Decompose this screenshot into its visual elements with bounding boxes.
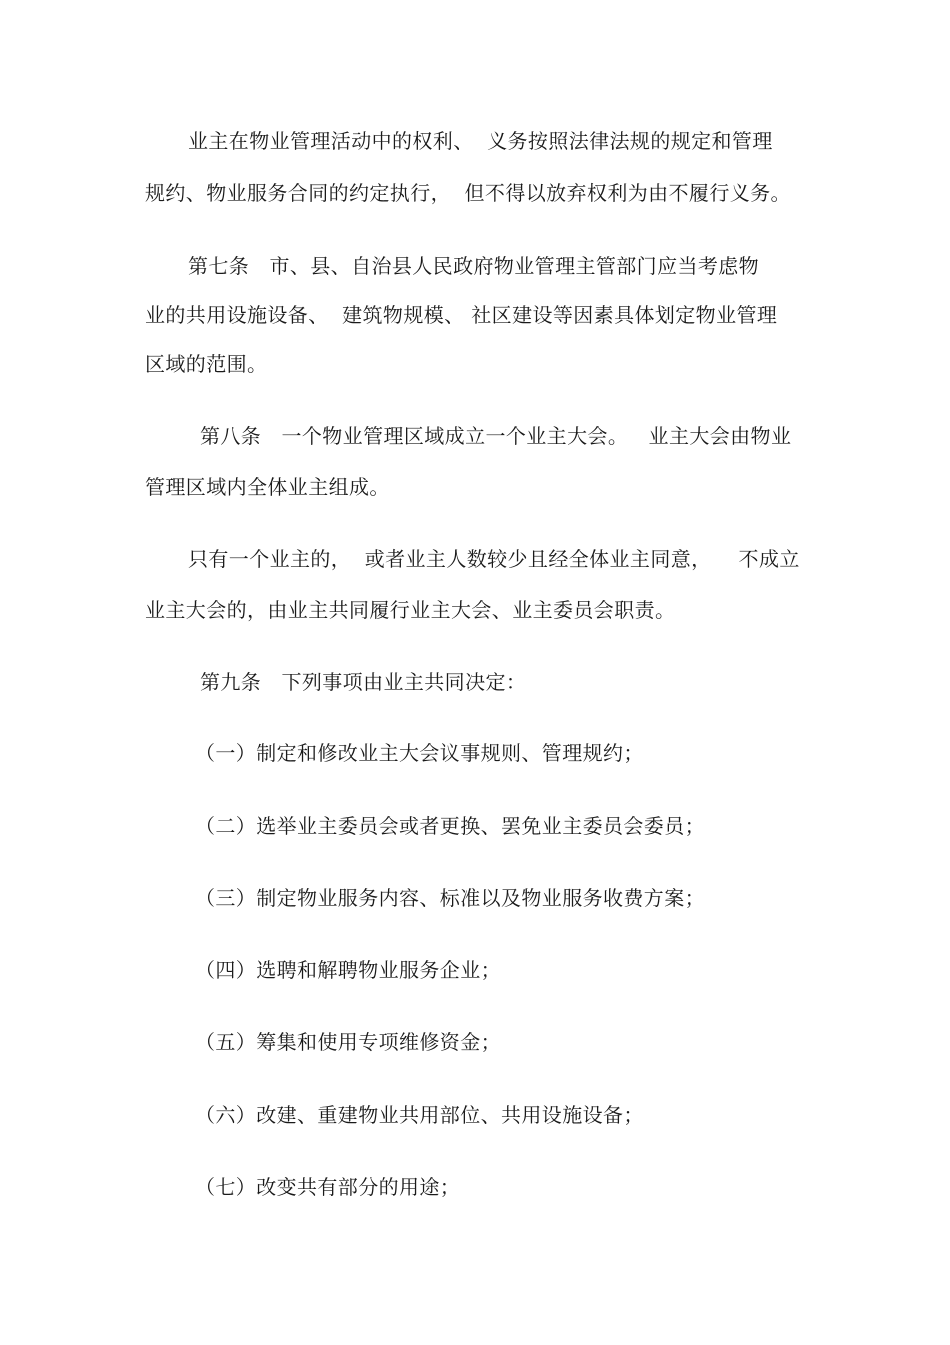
article-7-line-1: 第七条 市、县、自治县人民政府物业管理主管部门应当考虑物: [188, 254, 760, 278]
list-item-3: （三）制定物业服务内容、标准以及物业服务收费方案；: [195, 886, 705, 910]
article-9-line-1: 第九条 下列事项由业主共同决定：: [200, 670, 527, 694]
list-item-1: （一）制定和修改业主大会议事规则、管理规约；: [195, 741, 644, 765]
paragraph-4-line-1: 只有一个业主的， 或者业主人数较少且经全体业主同意， 不成立: [188, 547, 800, 571]
article-8-line-2: 管理区域内全体业主组成。: [145, 475, 390, 499]
list-item-2: （二）选举业主委员会或者更换、罢免业主委员会委员；: [195, 814, 705, 838]
paragraph-4-line-2: 业主大会的，由业主共同履行业主大会、业主委员会职责。: [145, 598, 676, 622]
list-item-5: （五）筹集和使用专项维修资金；: [195, 1030, 501, 1054]
list-item-4: （四）选聘和解聘物业服务企业；: [195, 958, 501, 982]
paragraph-1-line-1: 业主在物业管理活动中的权利、 义务按照法律法规的规定和管理: [188, 129, 773, 153]
article-7-line-3: 区域的范围。: [145, 352, 268, 376]
list-item-7: （七）改变共有部分的用途；: [195, 1175, 461, 1199]
article-8-line-1: 第八条 一个物业管理区域成立一个业主大会。 业主大会由物业: [200, 424, 792, 448]
article-7-line-2: 业的共用设施设备、 建筑物规模、 社区建设等因素具体划定物业管理: [145, 303, 778, 327]
list-item-6: （六）改建、重建物业共用部位、共用设施设备；: [195, 1103, 644, 1127]
paragraph-1-line-2: 规约、物业服务合同的约定执行， 但不得以放弃权利为由不履行义务。: [145, 181, 791, 205]
